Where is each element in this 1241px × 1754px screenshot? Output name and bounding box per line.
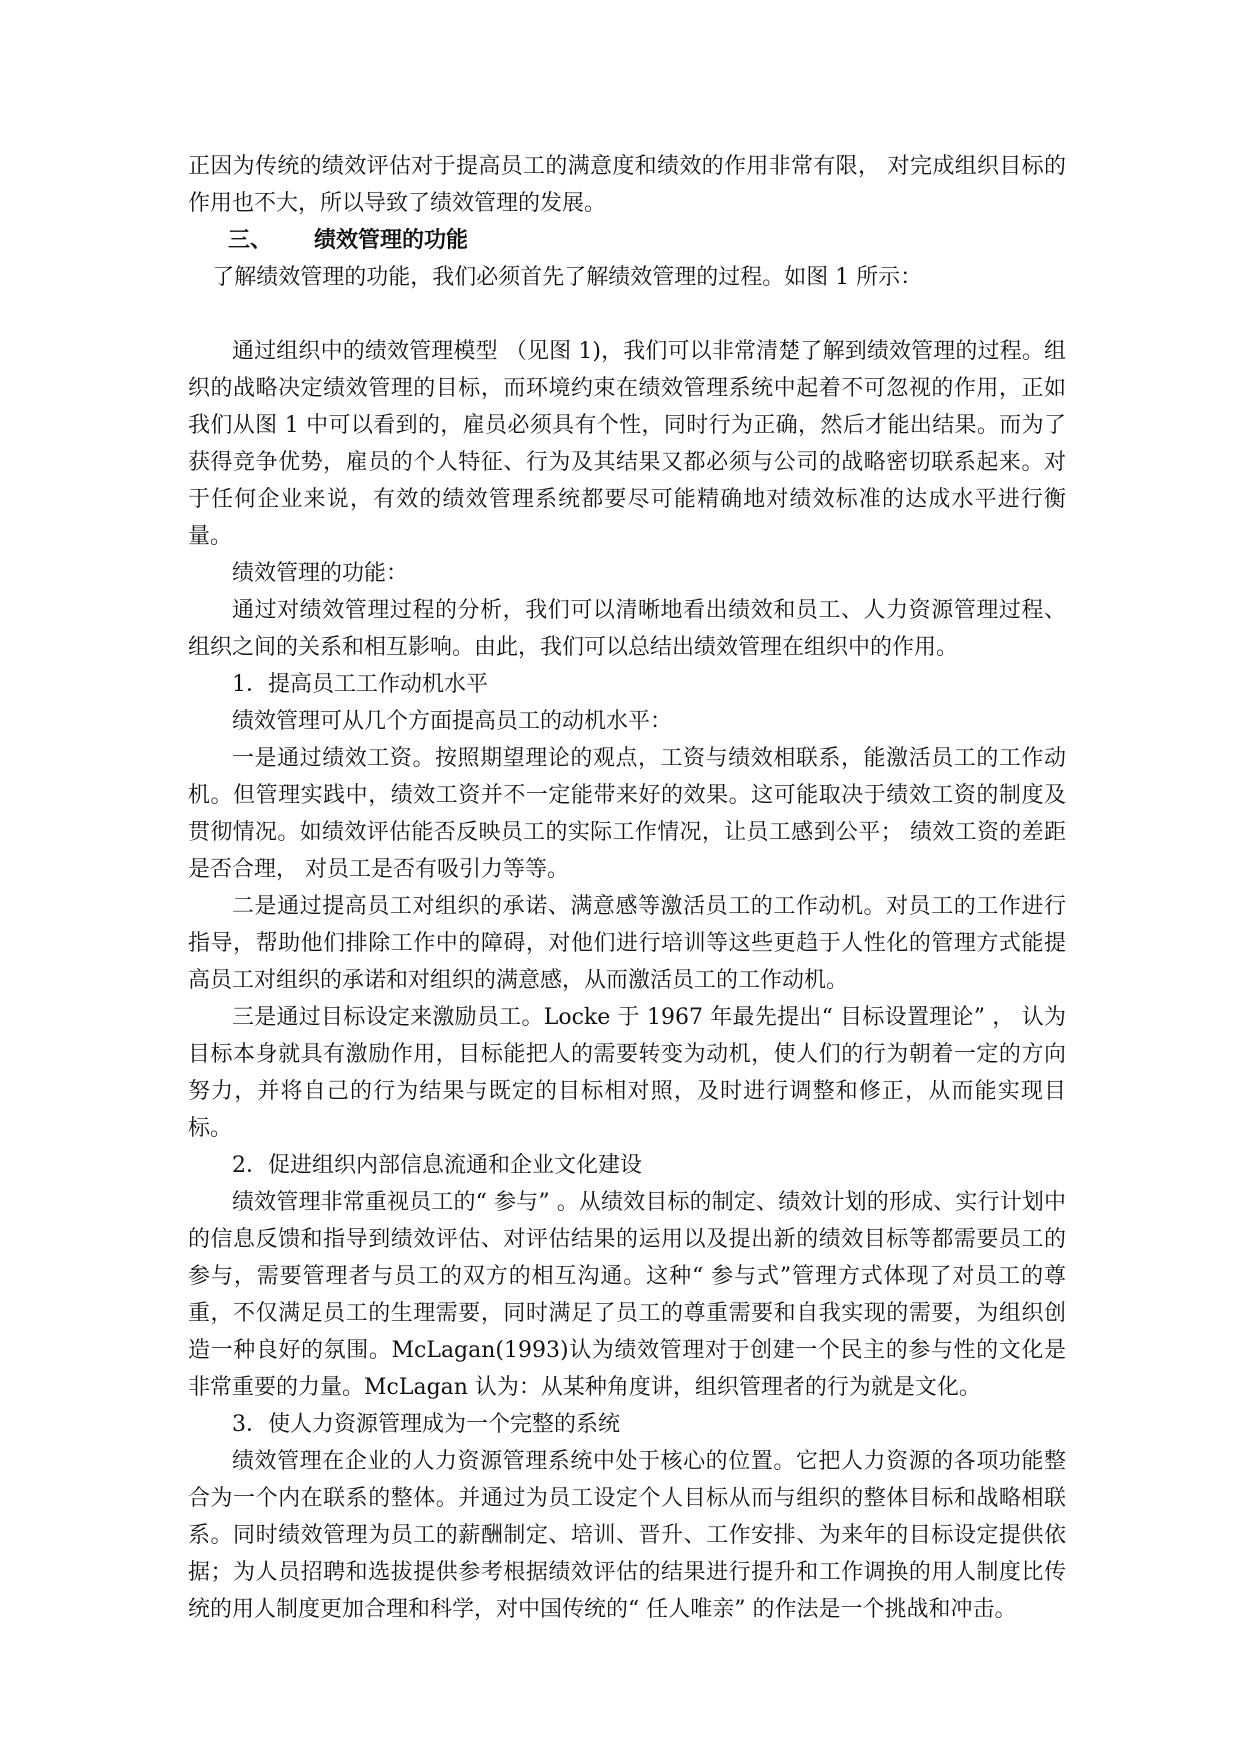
figure-gap xyxy=(188,296,1066,333)
paragraph-process: 了解绩效管理的功能，我们必须首先了解绩效管理的过程。如图 1 所示： xyxy=(212,265,923,290)
paragraph-functions-label: 绩效管理的功能： xyxy=(232,561,409,586)
paragraph-analysis: 通过对绩效管理过程的分析，我们可以清晰地看出绩效和员工、人力资源管理过程、组织之间的关系和相互影响。由此，我们可以总结出绩效管理在组织中的作用。 xyxy=(188,598,1066,660)
item2-title: 2．促进组织内部信息流通和企业文化建设 xyxy=(232,1153,642,1178)
section-heading xyxy=(188,222,1066,259)
item1-paragraph-1: 一是通过绩效工资。按照期望理论的观点，工资与绩效相联系，能激活员工的工作动机。但管理实践中，绩效工资并不一定能带来好的效果。这可能取决于绩效工资的制度及贯彻情况。如绩效评估能否反映员工的实际工作情况，让员工感到公平； 绩效工资的差距是否合理， 对员工是否有吸引力等等。 xyxy=(188,746,1066,882)
body-text xyxy=(188,148,1066,1628)
item3-paragraph-1: 绩效管理在企业的人力资源管理系统中处于核心的位置。它把人力资源的各项功能整合为一个内在联系的整体。并通过为员工设定个人目标从而与组织的整体目标和战略相联系。同时绩效管理为员工的薪酬制定、培训、晋升、工作安排、为来年的目标设定提供依据；为人员招聘和选拔提供参考根据绩效评估的结果进行提升和工作调换的用人制度比传统的用人制度更加合理和科学，对中国传统的“ 任人唯亲” 的作法是一个挑战和冲击。 xyxy=(188,1449,1066,1622)
paragraph-model: 通过组织中的绩效管理模型 （见图 1)，我们可以非常清楚了解到绩效管理的过程。组织的战略决定绩效管理的目标，而环境约束在绩效管理系统中起着不可忽视的作用，正如我们从图 1 中可以看到的，雇员必须具有个性，同时行为正确，然后才能出结果。而为了获得竞争优势，雇员的个人特征、行为及其结果又都必须与公司的战略密切联系起来。对于任何企业来说，有效的绩效管理系统都要尽可能精确地对绩效标准的达成水平进行衡量。 xyxy=(188,339,1066,549)
item2-paragraph-1: 绩效管理非常重视员工的“ 参与” 。从绩效目标的制定、绩效计划的形成、实行计划中的信息反馈和指导到绩效评估、对评估结果的运用以及提出新的绩效目标等都需要员工的参与，需要管理者与员工的双方的相互沟通。这种“ 参与式”管理方式体现了对员工的尊重，不仅满足员工的生理需要，同时满足了员工的尊重需要和自我实现的需要，为组织创造一种良好的氛围。McLagan(1993)认为绩效管理对于创建一个民主的参与性的文化是非常重要的力量。McLagan 认为：从某种角度讲，组织管理者的行为就是文化。 xyxy=(188,1190,1066,1400)
item1-paragraph-2: 二是通过提高员工对组织的承诺、满意感等激活员工的工作动机。对员工的工作进行指导，帮助他们排除工作中的障碍，对他们进行培训等这些更趋于人性化的管理方式能提高员工对组织的承诺和对组织的满意感，从而激活员工的工作动机。 xyxy=(188,894,1066,993)
item1-title: 1．提高员工工作动机水平 xyxy=(232,672,488,697)
section-number: 三、 xyxy=(228,228,273,253)
section-title: 绩效管理的功能 xyxy=(314,228,469,253)
item3-title: 3．使人力资源管理成为一个完整的系统 xyxy=(232,1412,620,1437)
item1-intro: 绩效管理可从几个方面提高员工的动机水平： xyxy=(232,709,673,734)
paragraph-intro: 正因为传统的绩效评估对于提高员工的满意度和绩效的作用非常有限， 对完成组织目标的作用也不大，所以导致了绩效管理的发展。 xyxy=(188,154,1066,216)
item1-paragraph-3: 三是通过目标设定来激励员工。Locke 于 1967 年最先提出“ 目标设置理论” ， 认为目标本身就具有激励作用，目标能把人的需要转变为动机，使人们的行为朝着一定的方向努力，并将自己的行为结果与既定的目标相对照，及时进行调整和修正，从而能实现目标。 xyxy=(188,1005,1066,1141)
